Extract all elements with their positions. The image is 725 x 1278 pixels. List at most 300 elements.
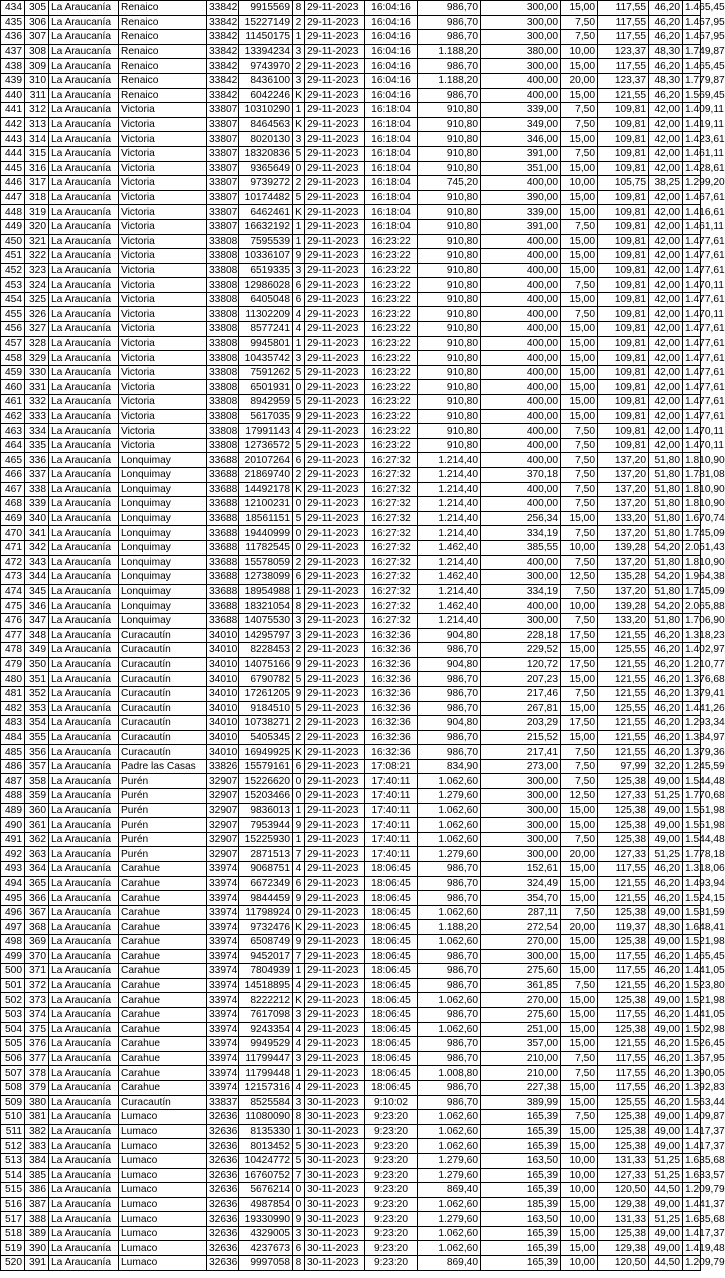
amount-b-cell: 400,00 [481,482,561,497]
code-cell: 32636 [207,1153,239,1168]
amount-d-cell: 125,38 [598,993,649,1008]
amount-b-cell: 346,00 [481,132,561,147]
amount-e-cell: 49,00 [649,1022,683,1037]
amount-e-cell: 46,20 [649,59,683,74]
row-number: 369 [25,935,49,950]
row-index: 459 [1,365,25,380]
dv-cell: 5 [293,438,305,453]
amount-c-cell: 7,50 [561,1066,598,1081]
time-cell: 17:08:21 [365,759,418,774]
rut-cell: 7804939 [239,964,293,979]
row-index: 512 [1,1139,25,1154]
total-cell: 1.470,11 [683,278,701,293]
commune-cell: Lonquimay [119,599,207,614]
date-cell: 29-11-2023 [305,1,365,16]
table-row [1,759,701,774]
row-index: 490 [1,818,25,833]
rut-cell: 8942959 [239,395,293,410]
amount-b-cell: 400,00 [481,88,561,103]
row-number: 313 [25,117,49,132]
table-row [1,511,701,526]
amount-a-cell: 1.188,20 [418,44,481,59]
rut-cell: 7595539 [239,234,293,249]
rut-cell: 5617035 [239,409,293,424]
amount-d-cell: 137,20 [598,468,649,483]
dv-cell: 5 [293,672,305,687]
code-cell: 32636 [207,1197,239,1212]
rut-cell: 15226620 [239,774,293,789]
amount-d-cell: 125,38 [598,832,649,847]
amount-a-cell: 1.062,60 [418,1022,481,1037]
amount-c-cell: 15,00 [561,263,598,278]
code-cell: 33807 [207,205,239,220]
total-cell: 1.477,61 [683,395,701,410]
amount-b-cell: 215,52 [481,730,561,745]
dv-cell: 6 [293,453,305,468]
time-cell: 17:40:11 [365,818,418,833]
date-cell: 29-11-2023 [305,1066,365,1081]
amount-d-cell: 109,81 [598,438,649,453]
region-cell: La Araucanía [49,803,119,818]
amount-b-cell: 400,00 [481,409,561,424]
region-cell: La Araucanía [49,249,119,264]
amount-d-cell: 97,99 [598,759,649,774]
table-row [1,643,701,658]
dv-cell: 3 [293,1051,305,1066]
amount-b-cell: 351,00 [481,161,561,176]
dv-cell: 9 [293,686,305,701]
commune-cell: Lonquimay [119,613,207,628]
rut-cell: 14518895 [239,978,293,993]
amount-b-cell: 165,39 [481,1241,561,1256]
date-cell: 30-11-2023 [305,1168,365,1183]
row-index: 436 [1,30,25,45]
amount-c-cell: 20,00 [561,847,598,862]
amount-d-cell: 117,55 [598,1051,649,1066]
row-index: 439 [1,73,25,88]
code-cell: 33808 [207,292,239,307]
amount-d-cell: 123,37 [598,44,649,59]
row-number: 367 [25,905,49,920]
amount-a-cell: 904,80 [418,628,481,643]
region-cell: La Araucanía [49,395,119,410]
code-cell: 34010 [207,745,239,760]
time-cell: 16:32:36 [365,628,418,643]
amount-d-cell: 117,55 [598,1007,649,1022]
rut-cell: 9949529 [239,1037,293,1052]
commune-cell: Curacautín [119,628,207,643]
rut-cell: 15578059 [239,555,293,570]
amount-b-cell: 349,00 [481,117,561,132]
commune-cell: Carahue [119,876,207,891]
total-cell: 1.477,61 [683,380,701,395]
rut-cell: 6519335 [239,263,293,278]
dv-cell: 5 [293,511,305,526]
amount-a-cell: 986,70 [418,30,481,45]
amount-a-cell: 1.279,60 [418,1212,481,1227]
row-index: 451 [1,249,25,264]
date-cell: 29-11-2023 [305,161,365,176]
dv-cell: 6 [293,292,305,307]
date-cell: 29-11-2023 [305,862,365,877]
date-cell: 29-11-2023 [305,132,365,147]
rut-cell: 6790782 [239,672,293,687]
total-cell: 2.051,43 [683,540,701,555]
code-cell: 34010 [207,716,239,731]
rut-cell: 12100231 [239,497,293,512]
row-number: 375 [25,1022,49,1037]
amount-c-cell: 7,50 [561,686,598,701]
amount-e-cell: 46,20 [649,88,683,103]
rut-cell: 4237673 [239,1241,293,1256]
commune-cell: Carahue [119,905,207,920]
date-cell: 29-11-2023 [305,424,365,439]
commune-cell: Curacautín [119,701,207,716]
total-cell: 1.779,87 [683,73,701,88]
amount-a-cell: 745,20 [418,176,481,191]
row-index: 460 [1,380,25,395]
time-cell: 16:18:04 [365,117,418,132]
table-row [1,73,701,88]
commune-cell: Renaico [119,15,207,30]
row-index: 455 [1,307,25,322]
time-cell: 18:06:45 [365,935,418,950]
amount-d-cell: 109,81 [598,409,649,424]
amount-d-cell: 109,81 [598,307,649,322]
amount-a-cell: 904,80 [418,716,481,731]
date-cell: 29-11-2023 [305,540,365,555]
table-row [1,482,701,497]
amount-b-cell: 152,61 [481,862,561,877]
time-cell: 16:04:16 [365,1,418,16]
date-cell: 30-11-2023 [305,1241,365,1256]
table-row [1,1095,701,1110]
commune-cell: Victoria [119,205,207,220]
region-cell: La Araucanía [49,993,119,1008]
table-row [1,1168,701,1183]
region-cell: La Araucanía [49,613,119,628]
total-cell: 1.745,09 [683,584,701,599]
dv-cell: 7 [293,1168,305,1183]
dv-cell: 6 [293,1241,305,1256]
total-cell: 1.477,61 [683,322,701,337]
amount-c-cell: 15,00 [561,1241,598,1256]
amount-e-cell: 51,25 [649,789,683,804]
row-index: 471 [1,540,25,555]
amount-b-cell: 275,60 [481,964,561,979]
amount-d-cell: 109,81 [598,351,649,366]
time-cell: 16:23:22 [365,234,418,249]
rut-cell: 19330990 [239,1212,293,1227]
row-number: 327 [25,322,49,337]
code-cell: 33808 [207,234,239,249]
row-number: 391 [25,1256,49,1271]
total-cell: 1.470,11 [683,424,701,439]
row-number: 337 [25,468,49,483]
date-cell: 29-11-2023 [305,613,365,628]
code-cell: 32907 [207,774,239,789]
amount-a-cell: 1.188,20 [418,920,481,935]
total-cell: 1.524,15 [683,891,701,906]
amount-d-cell: 109,81 [598,249,649,264]
amount-c-cell: 15,00 [561,862,598,877]
total-cell: 1.670,74 [683,511,701,526]
region-cell: La Araucanía [49,774,119,789]
amount-b-cell: 391,00 [481,146,561,161]
dv-cell: 5 [293,146,305,161]
rut-cell: 10336107 [239,249,293,264]
amount-c-cell: 15,00 [561,1080,598,1095]
row-index: 497 [1,920,25,935]
dv-cell: 5 [293,365,305,380]
region-cell: La Araucanía [49,1241,119,1256]
total-cell: 1.470,11 [683,438,701,453]
rut-cell: 11799448 [239,1066,293,1081]
time-cell: 9:23:20 [365,1241,418,1256]
code-cell: 33807 [207,219,239,234]
amount-e-cell: 42,00 [649,117,683,132]
date-cell: 29-11-2023 [305,219,365,234]
row-index: 452 [1,263,25,278]
time-cell: 16:18:04 [365,132,418,147]
row-number: 340 [25,511,49,526]
date-cell: 29-11-2023 [305,657,365,672]
row-index: 447 [1,190,25,205]
row-index: 444 [1,146,25,161]
commune-cell: Carahue [119,1007,207,1022]
amount-d-cell: 125,38 [598,1124,649,1139]
region-cell: La Araucanía [49,234,119,249]
region-cell: La Araucanía [49,409,119,424]
row-index: 493 [1,862,25,877]
code-cell: 33808 [207,409,239,424]
commune-cell: Renaico [119,73,207,88]
amount-b-cell: 203,29 [481,716,561,731]
row-number: 355 [25,730,49,745]
row-number: 352 [25,686,49,701]
amount-e-cell: 54,20 [649,540,683,555]
amount-c-cell: 7,50 [561,468,598,483]
table-row [1,555,701,570]
time-cell: 17:40:11 [365,789,418,804]
date-cell: 29-11-2023 [305,103,365,118]
code-cell: 34010 [207,686,239,701]
code-cell: 33974 [207,876,239,891]
row-number: 335 [25,438,49,453]
code-cell: 33974 [207,964,239,979]
amount-a-cell: 910,80 [418,117,481,132]
table-row [1,832,701,847]
commune-cell: Victoria [119,190,207,205]
code-cell: 33807 [207,161,239,176]
total-cell: 1.477,61 [683,409,701,424]
amount-d-cell: 129,38 [598,1241,649,1256]
time-cell: 18:06:45 [365,1007,418,1022]
amount-b-cell: 339,00 [481,103,561,118]
table-row [1,351,701,366]
commune-cell: Carahue [119,1037,207,1052]
date-cell: 30-11-2023 [305,1095,365,1110]
amount-e-cell: 46,20 [649,1,683,16]
rut-cell: 6501931 [239,380,293,395]
row-number: 356 [25,745,49,760]
amount-b-cell: 357,00 [481,1037,561,1052]
row-index: 506 [1,1051,25,1066]
code-cell: 33974 [207,1022,239,1037]
rut-cell: 16632192 [239,219,293,234]
amount-d-cell: 133,20 [598,613,649,628]
code-cell: 33837 [207,1095,239,1110]
amount-b-cell: 227,38 [481,1080,561,1095]
dv-cell: 3 [293,132,305,147]
time-cell: 16:23:22 [365,336,418,351]
total-cell: 1.523,80 [683,978,701,993]
amount-c-cell: 10,00 [561,176,598,191]
total-cell: 1.392,83 [683,1080,701,1095]
dv-cell: 8 [293,1256,305,1271]
rut-cell: 5676214 [239,1183,293,1198]
time-cell: 16:04:16 [365,30,418,45]
amount-c-cell: 10,00 [561,1212,598,1227]
rut-cell: 16760752 [239,1168,293,1183]
code-cell: 32907 [207,803,239,818]
code-cell: 32636 [207,1124,239,1139]
row-number: 361 [25,818,49,833]
region-cell: La Araucanía [49,1153,119,1168]
dv-cell: 0 [293,161,305,176]
amount-c-cell: 17,50 [561,628,598,643]
table-row [1,1037,701,1052]
date-cell: 29-11-2023 [305,716,365,731]
dv-cell: 2 [293,176,305,191]
table-row [1,468,701,483]
rut-cell: 18561151 [239,511,293,526]
row-number: 310 [25,73,49,88]
table-row [1,1197,701,1212]
date-cell: 29-11-2023 [305,336,365,351]
amount-a-cell: 986,70 [418,978,481,993]
amount-a-cell: 910,80 [418,424,481,439]
rut-cell: 6042246 [239,88,293,103]
amount-b-cell: 300,00 [481,30,561,45]
row-index: 477 [1,628,25,643]
commune-cell: Purén [119,847,207,862]
amount-e-cell: 42,00 [649,278,683,293]
time-cell: 16:27:32 [365,555,418,570]
dv-cell: 0 [293,905,305,920]
commune-cell: Renaico [119,88,207,103]
amount-c-cell: 15,00 [561,993,598,1008]
time-cell: 18:06:45 [365,1037,418,1052]
amount-a-cell: 910,80 [418,205,481,220]
table-row [1,701,701,716]
date-cell: 29-11-2023 [305,774,365,789]
total-cell: 1.417,37 [683,1124,701,1139]
row-number: 390 [25,1241,49,1256]
time-cell: 16:18:04 [365,205,418,220]
amount-c-cell: 10,00 [561,1153,598,1168]
region-cell: La Araucanía [49,44,119,59]
time-cell: 9:23:20 [365,1256,418,1271]
dv-cell: 0 [293,526,305,541]
rut-cell: 6462461 [239,205,293,220]
table-row [1,657,701,672]
table-row [1,1080,701,1095]
row-number: 331 [25,380,49,395]
rut-cell: 10424772 [239,1153,293,1168]
commune-cell: Carahue [119,1051,207,1066]
amount-e-cell: 42,00 [649,263,683,278]
row-number: 316 [25,161,49,176]
amount-c-cell: 15,00 [561,730,598,745]
amount-a-cell: 869,40 [418,1256,481,1271]
total-cell: 1.416,61 [683,205,701,220]
date-cell: 29-11-2023 [305,1080,365,1095]
amount-b-cell: 165,39 [481,1256,561,1271]
amount-d-cell: 109,81 [598,219,649,234]
code-cell: 33688 [207,599,239,614]
table-row [1,672,701,687]
table-row [1,1,701,16]
date-cell: 29-11-2023 [305,920,365,935]
rut-cell: 9836013 [239,803,293,818]
amount-c-cell: 7,50 [561,584,598,599]
dv-cell: 9 [293,409,305,424]
table-row [1,1051,701,1066]
commune-cell: Carahue [119,1066,207,1081]
rut-cell: 7591262 [239,365,293,380]
region-cell: La Araucanía [49,570,119,585]
region-cell: La Araucanía [49,1037,119,1052]
code-cell: 33842 [207,88,239,103]
time-cell: 16:23:22 [365,365,418,380]
table-row [1,847,701,862]
amount-e-cell: 44,50 [649,1183,683,1198]
dv-cell: 9 [293,935,305,950]
code-cell: 33807 [207,117,239,132]
amount-a-cell: 1.062,60 [418,803,481,818]
amount-c-cell: 15,00 [561,1139,598,1154]
rut-cell: 16949925 [239,745,293,760]
dv-cell: 4 [293,307,305,322]
amount-e-cell: 42,00 [649,424,683,439]
row-index: 475 [1,599,25,614]
dv-cell: 3 [293,44,305,59]
time-cell: 18:06:45 [365,920,418,935]
time-cell: 16:04:16 [365,44,418,59]
row-number: 312 [25,103,49,118]
amount-e-cell: 46,20 [649,876,683,891]
amount-c-cell: 15,00 [561,511,598,526]
amount-a-cell: 910,80 [418,103,481,118]
commune-cell: Lumaco [119,1110,207,1125]
table-row [1,949,701,964]
amount-c-cell: 15,00 [561,292,598,307]
time-cell: 16:23:22 [365,395,418,410]
date-cell: 29-11-2023 [305,146,365,161]
amount-d-cell: 139,28 [598,599,649,614]
date-cell: 30-11-2023 [305,1212,365,1227]
rut-cell: 19440999 [239,526,293,541]
table-row [1,628,701,643]
region-cell: La Araucanía [49,818,119,833]
code-cell: 33808 [207,438,239,453]
commune-cell: Renaico [119,30,207,45]
table-row [1,613,701,628]
amount-d-cell: 121,55 [598,672,649,687]
dv-cell: 0 [293,540,305,555]
commune-cell: Carahue [119,935,207,950]
